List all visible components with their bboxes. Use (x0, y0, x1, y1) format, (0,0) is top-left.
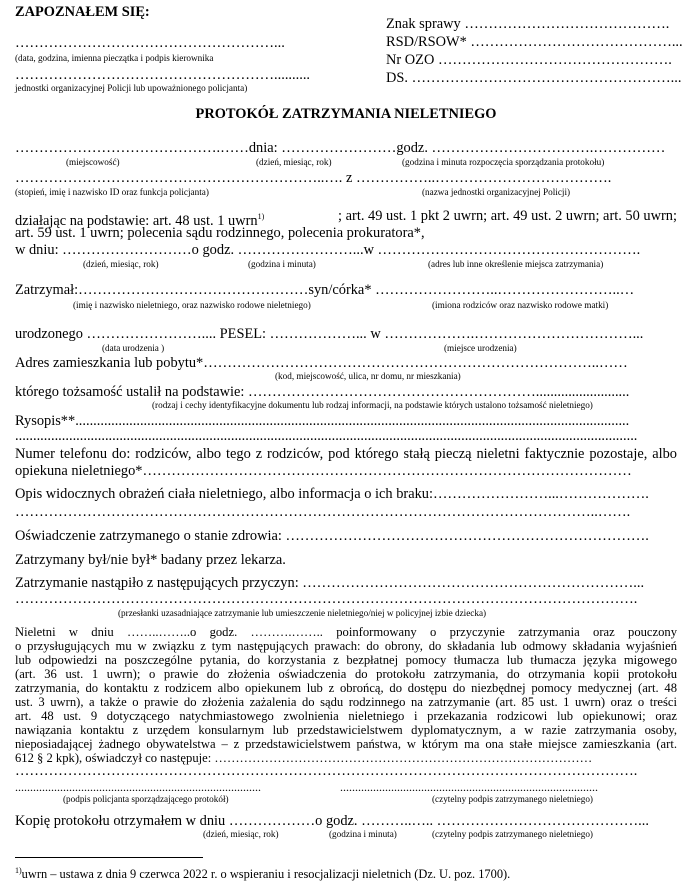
caption-copy-time: (godzina i minuta) (329, 829, 397, 839)
signature-dots: ………………………………………………... (15, 35, 285, 51)
description-line: Rysopis**.......................................................................................................................................................... (15, 413, 630, 429)
caption-birth-place: (miejsce urodzenia) (444, 343, 517, 353)
approval-heading: ZAPOZNAŁEM SIĘ: (15, 4, 150, 20)
birth-line: urodzonego …………………….... PESEL: ………………... w ……………….……………………………... (15, 326, 644, 342)
caption-start-time: (godzina i minuta rozpoczęcia sporządzania protokołu) (402, 157, 605, 167)
reasons-line: Zatrzymanie nastąpiło z następujących przyczyn: ……………………………………………………………... (15, 575, 645, 591)
detained-line: Zatrzymał:…………………………………………syn/córka* ……………………..……………………..… (15, 282, 635, 298)
rights-line-7: art. 48 ust. 9 dotyczącego natychmiastowego zwolnienia nieletniego i przekazania rodzicowi lub opiekunowi; oraz (15, 709, 677, 723)
caption-copy-date: (dzień, miesiąc, rok) (203, 829, 279, 839)
minor-signature-dots: ...................................................................................... (340, 780, 598, 794)
rights-line-8: nawiązania kontaktu z urzędem konsularnym lub przedstawicielstwem dyplomatycznym, a w razie zatrzymania osoby, (15, 723, 677, 737)
caption-place: (miejscowość) (66, 157, 120, 167)
footnote-separator (15, 857, 203, 858)
copy-received-line: Kopię protokołu otrzymałem w dniu ………………o godz. ………..….. ……………………………………... (15, 813, 649, 829)
officer-line: ………………………………………………………..…. z ……………..………………………………. (15, 170, 612, 186)
ozo-field: Nr OZO …………………………………………. (386, 52, 672, 68)
caption-detention-date: (dzień, miesiąc, rok) (83, 259, 159, 269)
legal-basis-start: działając na podstawie: art. 48 ust. 1 uwrn$^{1)}$ (15, 212, 265, 229)
footnote-mark: 1) (15, 866, 22, 875)
injuries-line-2: …………………………………………………………………………………………………………..……. (15, 504, 631, 520)
unit-dots: ……………………………………………….......... (15, 67, 311, 83)
document-title: PROTOKÓŁ ZATRZYMANIA NIELETNIEGO (195, 106, 497, 122)
injuries-line: Opis widocznych obrażeń ciała nieletniego, albo informacja o ich braku:……………………...………………. (15, 486, 649, 502)
phone-line-2: opiekuna nieletniego*………………………………………………………………………………………… (15, 463, 632, 479)
rights-line-5: zatrzymania, do kontaktu z rodzicem albo opiekunem lub z obrońcą, do dostępu do niezbędnej pomocy medycznej (art. 48 (15, 681, 677, 695)
rsd-field: RSD/RSOW* ……………………………………... (386, 34, 683, 50)
phone-line: Numer telefonu do: rodziców, albo tego z rodziców, pod którego stałą pieczą nieletni faktycznie pozostaje, albo (15, 446, 677, 462)
rights-line-4: (art. 36 ust. 1 uwrn); o prawie do złożenia oświadczenia do protokołu zatrzymania, do otrzymania kopii protokołu (15, 667, 677, 681)
officer-signature-dots: .................................................................................. (15, 780, 261, 794)
footnote-ref: 1) (257, 212, 265, 221)
unit-caption: jednostki organizacyjnej Policji lub upoważnionego policjanta) (15, 83, 248, 93)
caption-unit: (nazwa jednostki organizacyjnej Policji) (422, 187, 571, 197)
rights-line-3: lub odpowiedzi na poszczególne pytania, do korzystania z bezpłatnej pomocy tłumacza lub tłumacza języka migowego (15, 653, 677, 667)
detention-time-line: w dniu: ………………………o godz. ……………………...w ………………………………………………. (15, 242, 641, 258)
legal-basis-end: ; art. 49 ust. 1 pkt 2 uwrn; art. 49 ust. 2 uwrn; art. 50 uwrn; (338, 208, 677, 224)
caption-minor-signature: (czytelny podpis zatrzymanego nieletniego) (432, 794, 593, 804)
footnote-text: uwrn – ustawa z dnia 9 czerwca 2022 r. o wspieraniu i resocjalizacji nieletnich (Dz. U. poz. 1700). (21, 867, 511, 882)
statement-dots: …………………………………………………………………………………………………………………. (15, 763, 638, 779)
medical-exam-line: Zatrzymany był/nie był* badany przez lekarza. (15, 552, 286, 568)
caption-officer: (stopień, imię i nazwisko ID oraz funkcja policjanta) (15, 187, 209, 197)
rights-line-6: ust. 3 uwrn), a także o prawie do złożenia zażalenia do sądu rodzinnego na zatrzymanie (art. 85 ust. 1 uwrn) oraz o treści (15, 695, 677, 709)
rights-line-9: nieposiadającej żadnego obywatelstwa – z przedstawicielstwem państwa, w którym ma ona stałe miejsce zamieszkania (art. (15, 737, 677, 751)
caption-parents: (imiona rodziców oraz nazwisko rodowe matki) (432, 300, 609, 310)
address-line: Adres zamieszkania lub pobytu*………………………………………………………………………..…… (15, 355, 628, 371)
health-statement-line: Oświadczenie zatrzymanego o stanie zdrowia: …………………………………………………………………. (15, 528, 649, 544)
caption-identity: (rodzaj i cechy identyfikacyjne dokumentu lub rodzaj informacji, na podstawie których ustalono tożsamość nieletniego) (152, 400, 593, 410)
rights-line-2: o przysługujących mu w związku z tym następujących prawach: do obrony, do składania lub odmowy składania wyjaśnień (15, 639, 677, 653)
rights-line-1: Nieletni w dniu ……..……..o godz. ……….…….. poinformowany o przyczynie zatrzymania oraz pouczony (15, 625, 677, 639)
caption-officer-signature: (podpis policjanta sporządzającego protokół) (63, 794, 229, 804)
rights-line-10: 612 § 2 kpk), oświadczył co następuje: ……………………………………………………………………………… (15, 751, 593, 765)
place-date-line: …………………………………….……dnia: ……………………godz. …………………………….…………… (15, 140, 666, 156)
identity-line: którego tożsamość ustalił na podstawie: …………………………………………………….......................... (15, 384, 630, 400)
caption-date: (dzień, miesiąc, rok) (256, 157, 332, 167)
caption-address: (kod, miejscowość, ulica, nr domu, nr mieszkania) (275, 371, 461, 381)
footnote (15, 864, 510, 881)
legal-basis-line-2: art. 59 ust. 1 uwrn; polecenia sądu rodzinnego, polecenia prokuratora*, (15, 225, 425, 241)
description-line-2: ............................................................................................................................................................................. (15, 428, 638, 444)
caption-detention-place: (adres lub inne określenie miejsca zatrzymania) (428, 259, 604, 269)
reasons-line-2: …………………………………………………………………………………………………………………. (15, 591, 638, 607)
signature-caption: (data, godzina, imienna pieczątka i podpis kierownika (15, 53, 214, 63)
caption-birth-date: (data urodzenia ) (102, 343, 165, 353)
caption-minor-name: (imię i nazwisko nieletniego, oraz nazwisko rodowe nieletniego) (73, 300, 311, 310)
caption-reasons: (przesłanki uzasadniające zatrzymanie lub umieszczenie nieletniego/niej w policyjnej izbie dziecka) (118, 608, 487, 618)
case-number-field: Znak sprawy ……………………………………. (386, 16, 670, 32)
caption-copy-signature: (czytelny podpis zatrzymanego nieletniego) (432, 829, 593, 839)
caption-detention-time: (godzina i minuta) (248, 259, 316, 269)
ds-field: DS. ………………………………………………... (386, 70, 682, 86)
